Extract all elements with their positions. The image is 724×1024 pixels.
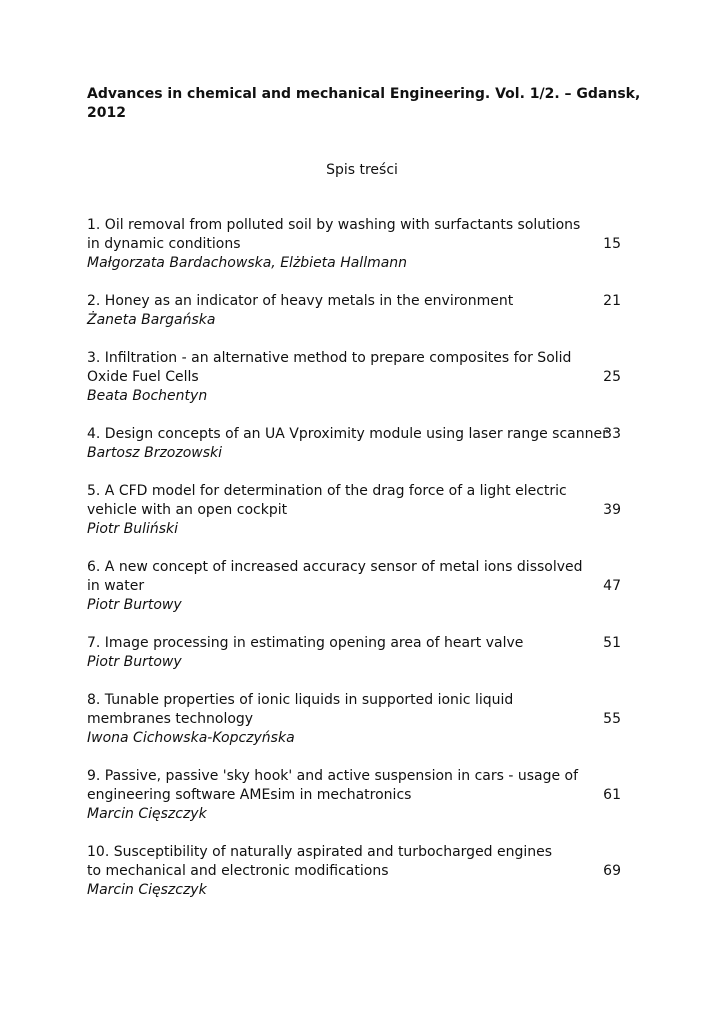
toc-entry-10 xyxy=(87,843,621,900)
toc-entry-6 xyxy=(87,558,621,615)
entry-title: 3. Infiltration - an alternative method to prepare composites for Solid Oxide Fuel Cells xyxy=(87,350,572,385)
entry-author: Beata Bochentyn xyxy=(87,388,208,404)
toc-entry-5 xyxy=(87,482,621,539)
entry-page-number: 69 xyxy=(603,863,621,879)
entry-title: 10. Susceptibility of naturally aspirated and turbocharged engines to mechanical and electronic modifications xyxy=(87,844,553,879)
entry-page-number: 55 xyxy=(603,711,621,727)
entry-title: 9. Passive, passive 'sky hook' and active suspension in cars - usage of engineering software AMEsim in mechatronics xyxy=(87,768,579,803)
toc-heading: Spis treści xyxy=(326,162,398,178)
entry-author: Marcin Cięszczyk xyxy=(87,882,207,898)
table-of-contents xyxy=(87,216,621,919)
toc-entry-3 xyxy=(87,349,621,406)
entry-author: Żaneta Bargańska xyxy=(87,312,216,328)
entry-title: 7. Image processing in estimating opening area of heart valve xyxy=(87,635,524,651)
toc-entry-4 xyxy=(87,425,621,463)
entry-title: 6. A new concept of increased accuracy sensor of metal ions dissolved in water xyxy=(87,559,583,594)
entry-author: Piotr Burtowy xyxy=(87,654,182,670)
document-title: Advances in chemical and mechanical Engineering. Vol. 1/2. – Gdansk, 2012 xyxy=(87,86,641,121)
entry-title: 2. Honey as an indicator of heavy metals in the environment xyxy=(87,293,514,309)
toc-entry-7 xyxy=(87,634,621,672)
entry-author: Małgorzata Bardachowska, Elżbieta Hallmann xyxy=(87,255,408,271)
entry-title: 5. A CFD model for determination of the drag force of a light electric vehicle with an open cockpit xyxy=(87,483,567,518)
entry-page-number: 21 xyxy=(603,293,621,309)
entry-author: Piotr Burtowy xyxy=(87,597,182,613)
entry-title: 8. Tunable properties of ionic liquids in supported ionic liquid membranes technology xyxy=(87,692,514,727)
entry-page-number: 39 xyxy=(603,502,621,518)
entry-title: 4. Design concepts of an UA Vproximity module using laser range scanner xyxy=(87,426,608,442)
entry-author: Bartosz Brzozowski xyxy=(87,445,223,461)
toc-entry-9 xyxy=(87,767,621,824)
entry-page-number: 51 xyxy=(603,635,621,651)
entry-author: Marcin Cięszczyk xyxy=(87,806,207,822)
entry-page-number: 47 xyxy=(603,578,621,594)
entry-page-number: 25 xyxy=(603,369,621,385)
entry-page-number: 15 xyxy=(603,236,621,252)
entry-page-number: 61 xyxy=(603,787,621,803)
toc-entry-2 xyxy=(87,292,621,330)
entry-title: 1. Oil removal from polluted soil by washing with surfactants solutions in dynamic conditions xyxy=(87,217,581,252)
entry-author: Piotr Buliński xyxy=(87,521,179,537)
toc-entry-1 xyxy=(87,216,621,273)
toc-entry-8 xyxy=(87,691,621,748)
entry-author: Iwona Cichowska-Kopczyńska xyxy=(87,730,295,746)
entry-page-number: 33 xyxy=(603,426,621,442)
